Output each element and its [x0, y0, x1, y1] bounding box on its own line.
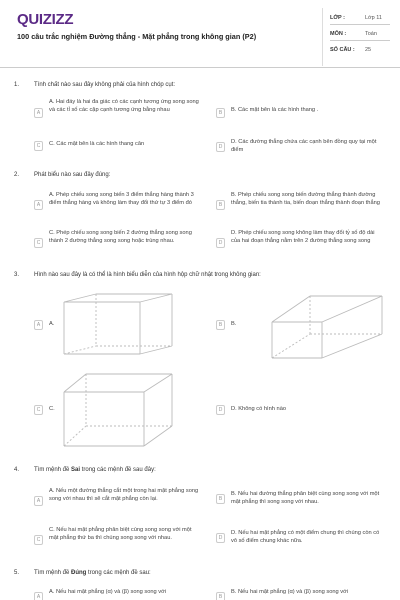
- option-text: B. Phép chiếu song song biến đường thẳng thành đường thẳng, biến tia thành tia, biến đoạn thẳng thành đoạn thẳng: [231, 192, 380, 206]
- option-text: C. Các mặt bên là các hình thang cân: [49, 141, 145, 147]
- question-2-number: 2.: [14, 172, 20, 178]
- option-letter-box[interactable]: B: [216, 108, 225, 118]
- option-letter-box[interactable]: A: [34, 496, 43, 506]
- option-text: C. Phép chiếu song song biến 2 đường thẳng song song thành 2 đường thẳng song song hoặc trùng nhau.: [49, 230, 192, 244]
- meta-subject: [330, 28, 390, 41]
- option-text: B. Các mặt bên là các hình thang .: [231, 107, 319, 113]
- question-3-text: Hình nào sau đây là có thể là hình biểu diễn của hình hộp chữ nhật trong không gian:: [34, 272, 261, 278]
- question-2-option-a[interactable]: [34, 191, 204, 221]
- meta-grade-value: Lớp 11: [365, 15, 382, 21]
- header-divider: [322, 8, 323, 66]
- option-text: D. Không có hình nào: [231, 406, 287, 412]
- question-1-text: Tính chất nào sau đây không phải của hình chóp cụt:: [34, 82, 176, 88]
- option-letter-box[interactable]: D: [216, 238, 225, 248]
- question-4-text: Tìm mệnh đề Sai trong các mệnh đề sau đây:: [34, 467, 156, 473]
- option-text: D. Nếu hai mặt phẳng có một điểm chung thì chúng còn có vô số điểm chung khác nữa.: [231, 530, 380, 544]
- meta-count: [330, 44, 390, 57]
- option-letter-box[interactable]: C: [34, 141, 43, 151]
- emphasis-word: Sai: [71, 467, 81, 473]
- question-4-option-c[interactable]: [34, 526, 204, 556]
- meta-subject-value: Toán: [365, 31, 377, 37]
- option-text: D. Các đường thẳng chứa các cạnh bên đồng quy tại một điểm: [231, 139, 377, 153]
- option-text: C. Nếu hai mặt phẳng phân biệt cùng song song với một mặt phẳng thứ ba thì chúng song song với nhau.: [49, 527, 192, 541]
- meta-grade: [330, 12, 390, 25]
- cube-figure-c: [60, 370, 180, 450]
- question-5-option-a[interactable]: [34, 588, 204, 600]
- question-5-option-b[interactable]: [216, 588, 386, 600]
- option-letter-box[interactable]: A: [34, 108, 43, 118]
- question-3-option-b[interactable]: [216, 320, 256, 332]
- worksheet-title: 100 câu trắc nghiệm Đường thẳng - Mặt phẳng trong không gian (P2): [17, 32, 257, 41]
- option-letter-box[interactable]: B: [216, 320, 225, 330]
- option-text: B. Nếu hai đường thẳng phân biệt cùng song song với một mặt phẳng thì song song với nhau.: [231, 491, 380, 505]
- meta-count-label: SỐ CÂU :: [330, 47, 355, 53]
- option-letter-box[interactable]: C: [34, 405, 43, 415]
- question-5-text: Tìm mệnh đề Đúng trong các mệnh đề sau:: [34, 570, 151, 576]
- option-letter-box[interactable]: C: [34, 535, 43, 545]
- meta-count-value: 25: [365, 47, 372, 53]
- option-text: A. Nếu hai mặt phẳng (α) và (β) song song với: [49, 589, 167, 595]
- option-letter-box[interactable]: B: [216, 494, 225, 504]
- option-text: A. Phép chiếu song song biến 3 điểm thẳng hàng thành 3 điểm thẳng hàng và không làm thay đổi thứ tự 3 điểm đó: [49, 192, 194, 206]
- cube-figure-a: [60, 292, 180, 362]
- question-1-option-a[interactable]: [34, 98, 204, 128]
- question-2-option-c[interactable]: [34, 229, 204, 259]
- question-4-option-b[interactable]: [216, 490, 386, 510]
- quizizz-logo[interactable]: QUIZIZZ: [17, 11, 74, 28]
- meta-grade-label: LỚP :: [330, 15, 345, 21]
- option-text: A.: [49, 321, 55, 327]
- question-1-option-d[interactable]: [216, 138, 386, 158]
- option-letter-box[interactable]: A: [34, 320, 43, 330]
- question-2-option-b[interactable]: [216, 191, 386, 221]
- option-letter-box[interactable]: D: [216, 405, 225, 415]
- option-letter-box[interactable]: C: [34, 238, 43, 248]
- question-3-number: 3.: [14, 272, 20, 278]
- option-letter-box[interactable]: A: [34, 200, 43, 210]
- option-text: A. Hai đáy là hai đa giác có các cạnh tương ứng song song và các tỉ số các cặp cạnh tương ứng bằng nhau: [49, 99, 199, 113]
- question-4-option-a[interactable]: [34, 487, 204, 517]
- option-letter-box[interactable]: A: [34, 592, 43, 600]
- question-2-option-d[interactable]: [216, 229, 386, 259]
- question-1-option-b[interactable]: [216, 106, 386, 122]
- meta-subject-label: MÔN :: [330, 31, 347, 37]
- option-letter-box[interactable]: B: [216, 592, 225, 600]
- cube-figure-b: [270, 292, 390, 362]
- emphasis-word: Đúng: [71, 570, 87, 576]
- option-text: A. Nếu một đường thẳng cắt một trong hai mặt phẳng song song với nhau thì sẽ cắt mặt phẳng còn lại.: [49, 488, 199, 502]
- question-4-number: 4.: [14, 467, 20, 473]
- option-text: C.: [49, 406, 55, 412]
- option-letter-box[interactable]: B: [216, 200, 225, 210]
- option-text: B. Nếu hai mặt phẳng (α) và (β) song song với: [231, 589, 349, 595]
- question-3-option-d[interactable]: [216, 405, 386, 417]
- worksheet-header: [0, 0, 400, 68]
- option-text: B.: [231, 321, 237, 327]
- question-4-option-d[interactable]: [216, 529, 386, 549]
- option-text: D. Phép chiếu song song không làm thay đổi tỷ số độ dài của hai đoạn thẳng nằm trên 2 đường thẳng song song: [231, 230, 375, 244]
- question-1-option-c[interactable]: [34, 140, 204, 154]
- question-1-number: 1.: [14, 82, 20, 88]
- question-5-number: 5.: [14, 570, 20, 576]
- option-letter-box[interactable]: D: [216, 142, 225, 152]
- question-2-text: Phát biểu nào sau đây đúng:: [34, 172, 111, 178]
- option-letter-box[interactable]: D: [216, 533, 225, 543]
